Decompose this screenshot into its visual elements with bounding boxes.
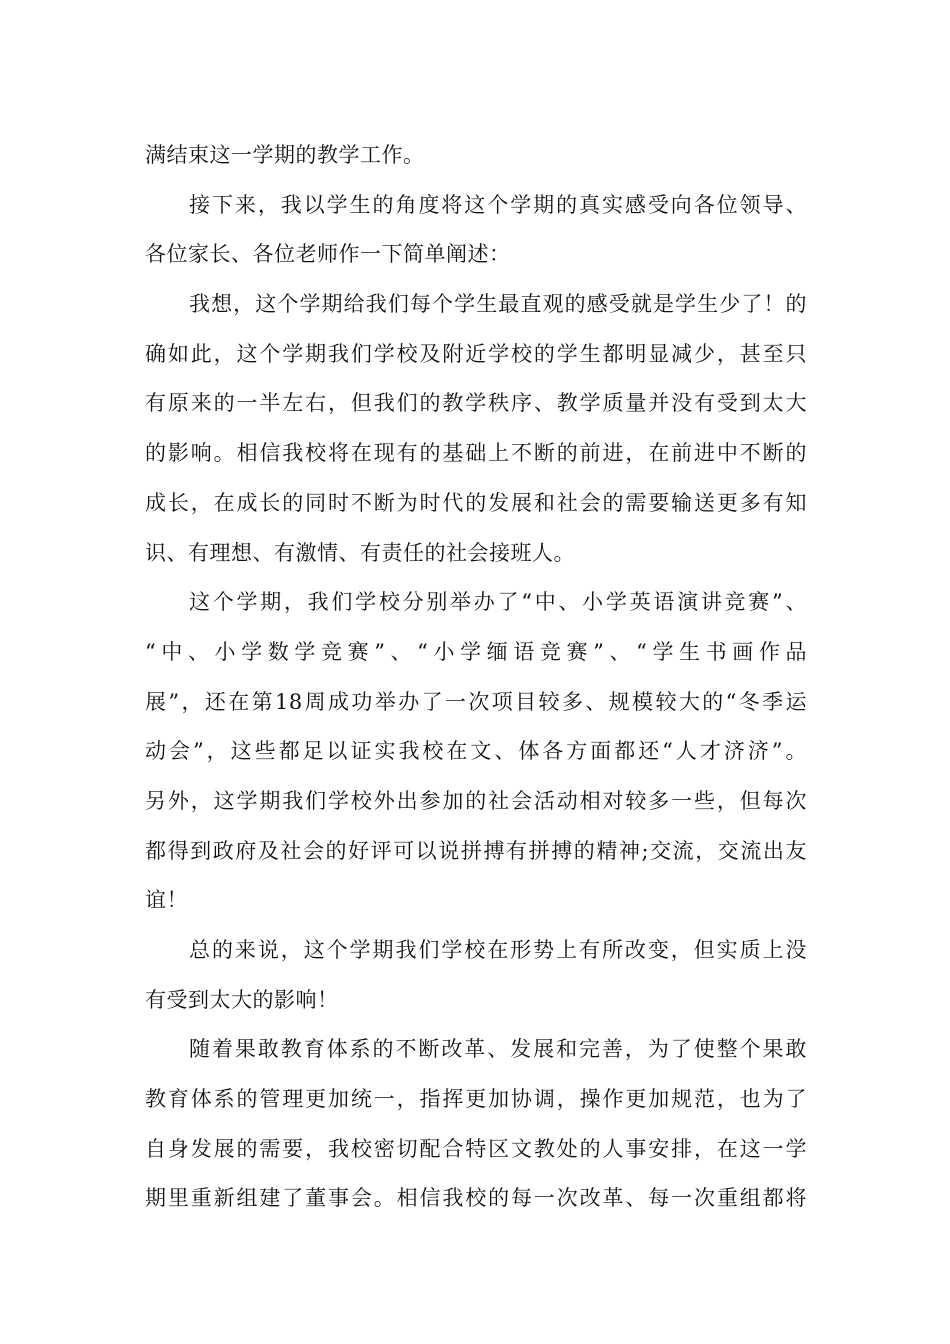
text-line-19: 随着果敢教育体系的不断改革、发展和完善，为了使整个果敢: [189, 1037, 807, 1062]
text-line-7: 的影响。相信我校将在现有的基础上不断的前进，在前进中不断的: [145, 441, 807, 466]
text-line-5: 确如此，这个学期我们学校及附近学校的学生都明显减少，甚至只: [145, 341, 807, 366]
text-line-3: 各位家长、各位老师作一下简单阐述：: [145, 242, 511, 267]
text-line-6: 有原来的一半左右，但我们的教学秩序、教学质量并没有受到太大: [145, 391, 807, 416]
text-line-1: 满结束这一学期的教学工作。: [145, 143, 425, 167]
text-line-9: 识、有理想、有激情、有责任的社会接班人。: [145, 540, 575, 565]
text-line-12: 展”，还在第18周成功举办了一次项目较多、规模较大的“冬季运: [145, 689, 807, 714]
text-line-14: 另外，这学期我们学校外出参加的社会活动相对较多一些，但每次: [145, 788, 807, 813]
text-line-11: “中、小学数学竞赛”、“小学缅语竞赛”、“学生书画作品: [145, 639, 807, 664]
text-line-21: 自身发展的需要，我校密切配合特区文教处的人事安排，在这一学: [145, 1136, 807, 1161]
text-line-10: 这个学期，我们学校分别举办了“中、小学英语演讲竞赛”、: [189, 590, 807, 615]
text-line-2: 接下来，我以学生的角度将这个学期的真实感受向各位领导、: [189, 192, 807, 217]
body-text: [145, 131, 807, 1224]
text-line-17: 总的来说，这个学期我们学校在形势上有所改变，但实质上没: [189, 938, 807, 962]
text-line-4: 我想，这个学期给我们每个学生最直观的感受就是学生少了！的: [189, 292, 807, 317]
text-line-18: 有受到太大的影响！: [145, 987, 339, 1012]
text-line-13: 动会”，这些都足以证实我校在文、体各方面都还“人才济济”。: [145, 739, 807, 764]
text-line-16: 谊！: [145, 888, 188, 913]
text-line-8: 成长，在成长的同时不断为时代的发展和社会的需要输送更多有知: [145, 490, 807, 515]
text-line-22: 期里重新组建了董事会。相信我校的每一次改革、每一次重组都将: [145, 1186, 807, 1211]
text-line-20: 教育体系的管理更加统一，指挥更加协调，操作更加规范，也为了: [145, 1087, 807, 1112]
text-line-15: 都得到政府及社会的好评可以说拼搏有拼搏的精神;交流，交流出友: [145, 838, 807, 863]
